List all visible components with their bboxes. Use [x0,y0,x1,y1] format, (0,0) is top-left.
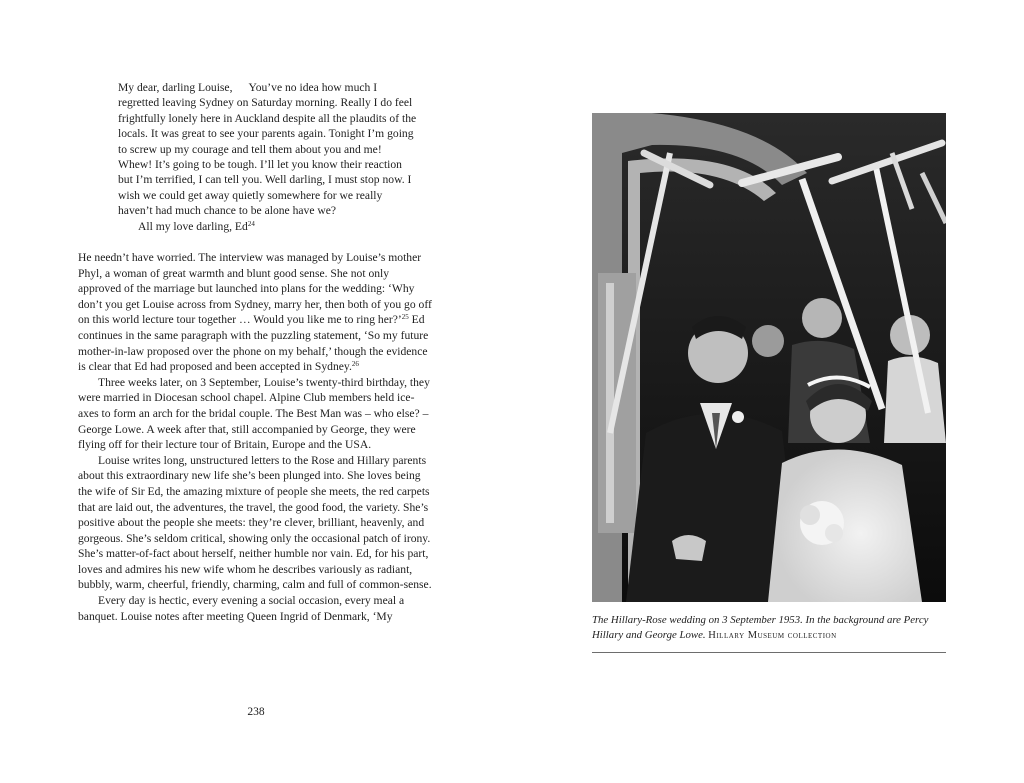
letter-salutation: My dear, darling Louise, [118,81,233,94]
caption-text: The Hillary-Rose wedding on 3 September 1953. In the background are Percy Hillary and George Lowe. [592,614,929,641]
photo-caption [592,613,946,643]
paragraph: He needn’t have worried. The interview was managed by Louise’s mother Phyl, a woman of great warmth and blunt good sense. She not only approved of the marriage but launched into plans for the wedding: ‘Why don’t you get Louise across from Sydney, marry her, then both of you go off on this world lecture tour together … Would you like me to ring her?’$^{25}$ Ed continues in the same paragraph with the puzzling statement, ‘So my future mother-in-law proposed over the phone on my behalf,’ though the evidence is clear that Ed had proposed and been accepted in Sydney.$^{26}$ [78,251,432,374]
letter-signoff-text: All my love darling, Ed [138,219,248,233]
letter-signoff [118,219,418,234]
paragraph: Three weeks later, on 3 September, Louise’s twenty-third birthday, they were married in Diocesan school chapel. Alpine Club members held ice-axes to form an arch for the bridal couple. The Best Man was – who else? – George Lowe. A week after that, still accompanied by George, they were flying off for their lecture tour of Britain, Europe and the USA. [78,375,430,452]
footnote-ref: 24 [247,219,255,228]
letter-excerpt [118,80,418,234]
wedding-photo [592,113,946,602]
letter-text: You’ve no idea how much I regretted leaving Sydney on Saturday morning. Really I do feel frightfully lonely here in Auckland despite all the plaudits of the locals. It was great to see your parents again. Tonight I’m going to screw up my courage and tell them about you and me! Whew! It’s going to be tough. I’ll let you know their reaction but I’m terrified, I can tell you. Well darling, I must stop now. I wish we could get away quietly somewhere for we really haven’t had much chance to be alone have we? [118,81,417,218]
letter-body [118,80,418,219]
paragraph: Every day is hectic, every evening a social occasion, every meal a banquet. Louise notes after meeting Queen Ingrid of Denmark, ‘My [78,594,405,623]
paragraph: Louise writes long, unstructured letters to the Rose and Hillary parents about this extraordinary new life she’s been plunged into. She loves being the wife of Sir Ed, the amazing mixture of people she meets, the red carpets that are laid out, the adventures, the travel, the good food, the variety. She’s positive about the people she meets: they’re clever, brilliant, heavenly, and gorgeous. She’s seldom critical, showing only the occasional patch of irony. She’s matter-of-fact about herself, neither humble nor vain. Ed, for his part, loves and admires his new wife whom he describes variously as radiant, bubbly, warm, cheerful, friendly, charming, calm and full of common-sense. [78,453,432,592]
page-number: 238 [247,706,265,718]
caption-rule [592,652,946,653]
footnote-ref: 25 [401,313,409,322]
main-text [78,250,434,624]
right-page [512,0,1024,783]
footnote-ref: 26 [351,360,359,369]
photo-credit: Hillary Museum collection [708,630,837,641]
